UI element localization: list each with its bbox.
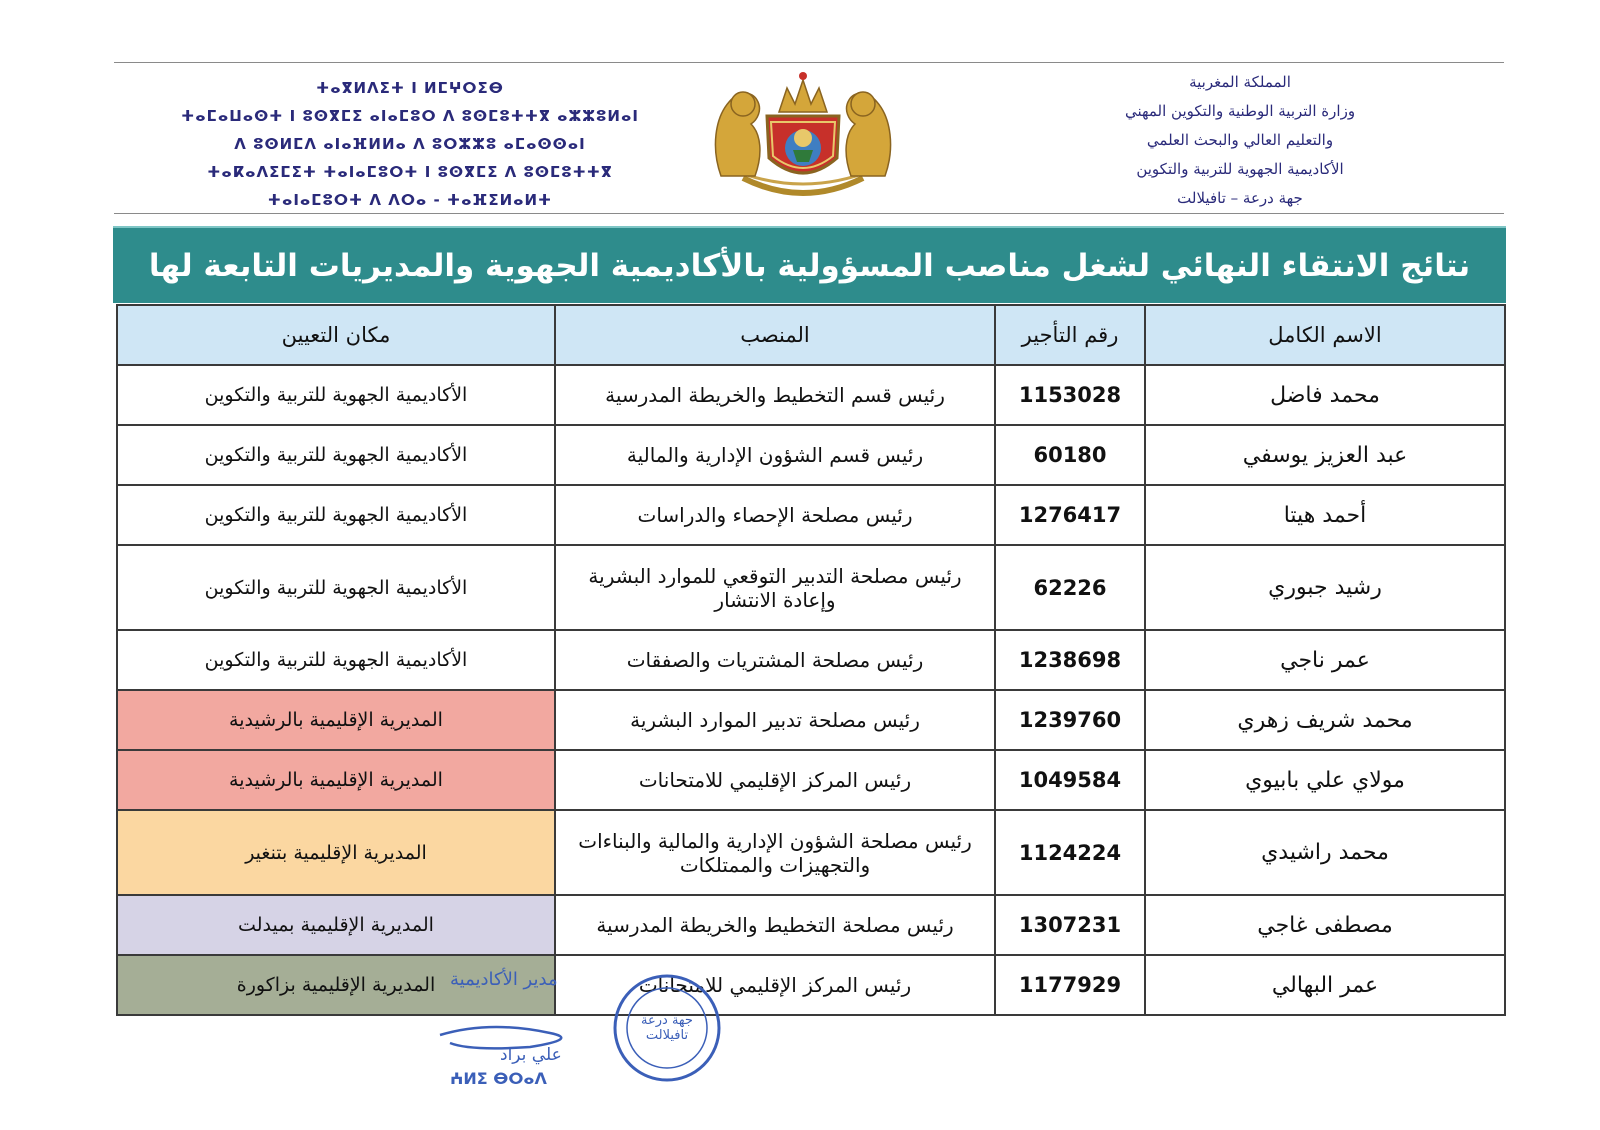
cell-name: محمد شريف زهري bbox=[1145, 690, 1505, 750]
cell-name: مصطفى غاجي bbox=[1145, 895, 1505, 955]
table-row bbox=[117, 810, 1505, 895]
cell-position: رئيس مصلحة الإحصاء والدراسات bbox=[555, 485, 995, 545]
cell-name: عمر ناجي bbox=[1145, 630, 1505, 690]
cell-position: رئيس مصلحة تدبير الموارد البشرية bbox=[555, 690, 995, 750]
header-place: مكان التعيين bbox=[117, 305, 555, 365]
cell-name: عمر البهالي bbox=[1145, 955, 1505, 1015]
stamp-header-text: مدير الأكاديمية bbox=[450, 969, 558, 990]
cell-position: رئيس قسم التخطيط والخريطة المدرسية bbox=[555, 365, 995, 425]
cell-number: 60180 bbox=[995, 425, 1145, 485]
table-row bbox=[117, 425, 1505, 485]
results-table bbox=[116, 304, 1506, 1016]
table-row bbox=[117, 485, 1505, 545]
cell-position: رئيس مصلحة التدبير التوقعي للموارد البشرية وإعادة الانتشار bbox=[555, 545, 995, 630]
tifinagh-line: ⵜⴰⴽⴰⴷⵉⵎⵉⵜ ⵜⴰⵏⴰⵎⵓⵔⵜ ⵏ ⵓⵙⴳⵎⵉ ⴷ ⵓⵙⵎⵓⵜⵜⴳ bbox=[207, 163, 613, 181]
table-row bbox=[117, 630, 1505, 690]
arabic-header-line: جهة درعة – تافيلالت bbox=[1177, 189, 1303, 207]
table-row bbox=[117, 545, 1505, 630]
cell-place: الأكاديمية الجهوية للتربية والتكوين bbox=[117, 425, 555, 485]
cell-position: رئيس مصلحة التخطيط والخريطة المدرسية bbox=[555, 895, 995, 955]
header-name: الاسم الكامل bbox=[1145, 305, 1505, 365]
cell-position: رئيس قسم الشؤون الإدارية والمالية bbox=[555, 425, 995, 485]
cell-place: المديرية الإقليمية بتنغير bbox=[117, 810, 555, 895]
cell-number: 1177929 bbox=[995, 955, 1145, 1015]
cell-number: 62226 bbox=[995, 545, 1145, 630]
cell-number: 1239760 bbox=[995, 690, 1145, 750]
cell-position: رئيس مصلحة المشتريات والصفقات bbox=[555, 630, 995, 690]
coat-of-arms-icon bbox=[703, 58, 903, 206]
table-row bbox=[117, 955, 1505, 1015]
cell-number: 1153028 bbox=[995, 365, 1145, 425]
cell-number: 1307231 bbox=[995, 895, 1145, 955]
arabic-header-line: الأكاديمية الجهوية للتربية والتكوين bbox=[1136, 160, 1344, 178]
header-position: المنصب bbox=[555, 305, 995, 365]
cell-position: رئيس المركز الإقليمي للامتحانات bbox=[555, 955, 995, 1015]
cell-place: الأكاديمية الجهوية للتربية والتكوين bbox=[117, 485, 555, 545]
table-row bbox=[117, 895, 1505, 955]
table-row bbox=[117, 750, 1505, 810]
signature-icon bbox=[430, 965, 750, 1115]
cell-place: المديرية الإقليمية بالرشيدية bbox=[117, 690, 555, 750]
table-row bbox=[117, 690, 1505, 750]
cell-position: رئيس المركز الإقليمي للامتحانات bbox=[555, 750, 995, 810]
arabic-header-line: المملكة المغربية bbox=[1189, 73, 1291, 91]
cell-name: رشيد جبوري bbox=[1145, 545, 1505, 630]
tifinagh-line: ⵜⴰⵎⴰⵡⴰⵙⵜ ⵏ ⵓⵙⴳⵎⵉ ⴰⵏⴰⵎⵓⵔ ⴷ ⵓⵙⵎⵓⵜⵜⴳ ⴰⵣⵣⵓⵍⴰⵏ bbox=[181, 107, 639, 125]
cell-place: المديرية الإقليمية بميدلت bbox=[117, 895, 555, 955]
tifinagh-line: ⵜⴰⵏⴰⵎⵓⵔⵜ ⴷ ⴷⵔⴰ - ⵜⴰⴼⵉⵍⴰⵍⵜ bbox=[267, 191, 553, 209]
table-row bbox=[117, 365, 1505, 425]
signature-tifinagh: ⵄⵍⵉ ⴱⵔⴰⴷ bbox=[450, 1069, 547, 1088]
arabic-header-line: والتعليم العالي والبحث العلمي bbox=[1146, 131, 1334, 149]
cell-place: الأكاديمية الجهوية للتربية والتكوين bbox=[117, 545, 555, 630]
cell-name: محمد راشيدي bbox=[1145, 810, 1505, 895]
cell-place: الأكاديمية الجهوية للتربية والتكوين bbox=[117, 365, 555, 425]
cell-place: الأكاديمية الجهوية للتربية والتكوين bbox=[117, 630, 555, 690]
tifinagh-line: ⵜⴰⴳⵍⴷⵉⵜ ⵏ ⵍⵎⵖⵔⵉⴱ bbox=[316, 79, 504, 97]
cell-name: محمد فاضل bbox=[1145, 365, 1505, 425]
header-number: رقم التأجير bbox=[995, 305, 1145, 365]
table-header-row bbox=[117, 305, 1505, 365]
signature-name: علي براد bbox=[500, 1045, 562, 1065]
seal-text: جهة درعة تافيلالت bbox=[641, 1013, 693, 1043]
cell-name: عبد العزيز يوسفي bbox=[1145, 425, 1505, 485]
stamp-signature bbox=[430, 965, 750, 1115]
cell-place: المديرية الإقليمية بالرشيدية bbox=[117, 750, 555, 810]
title-bar bbox=[113, 226, 1506, 303]
arabic-header-line: وزارة التربية الوطنية والتكوين المهني bbox=[1124, 102, 1356, 120]
tifinagh-header bbox=[140, 74, 680, 214]
cell-name: مولاي علي بابيوي bbox=[1145, 750, 1505, 810]
cell-name: أحمد هيتا bbox=[1145, 485, 1505, 545]
cell-number: 1276417 bbox=[995, 485, 1145, 545]
page-title: نتائج الانتقاء النهائي لشغل مناصب المسؤولية بالأكاديمية الجهوية والمديريات التابعة لها bbox=[148, 247, 1471, 284]
cell-place: المديرية الإقليمية بزاكورة bbox=[117, 955, 555, 1015]
arabic-header bbox=[1040, 68, 1440, 213]
cell-number: 1124224 bbox=[995, 810, 1145, 895]
cell-number: 1238698 bbox=[995, 630, 1145, 690]
tifinagh-line: ⴷ ⵓⵙⵍⵎⴷ ⴰⵏⴰⴼⵍⵍⴰ ⴷ ⵓⵔⵣⵣⵓ ⴰⵎⴰⵙⵙⴰⵏ bbox=[234, 135, 586, 153]
cell-position: رئيس مصلحة الشؤون الإدارية والمالية والبناءات والتجهيزات والممتلكات bbox=[555, 810, 995, 895]
cell-number: 1049584 bbox=[995, 750, 1145, 810]
